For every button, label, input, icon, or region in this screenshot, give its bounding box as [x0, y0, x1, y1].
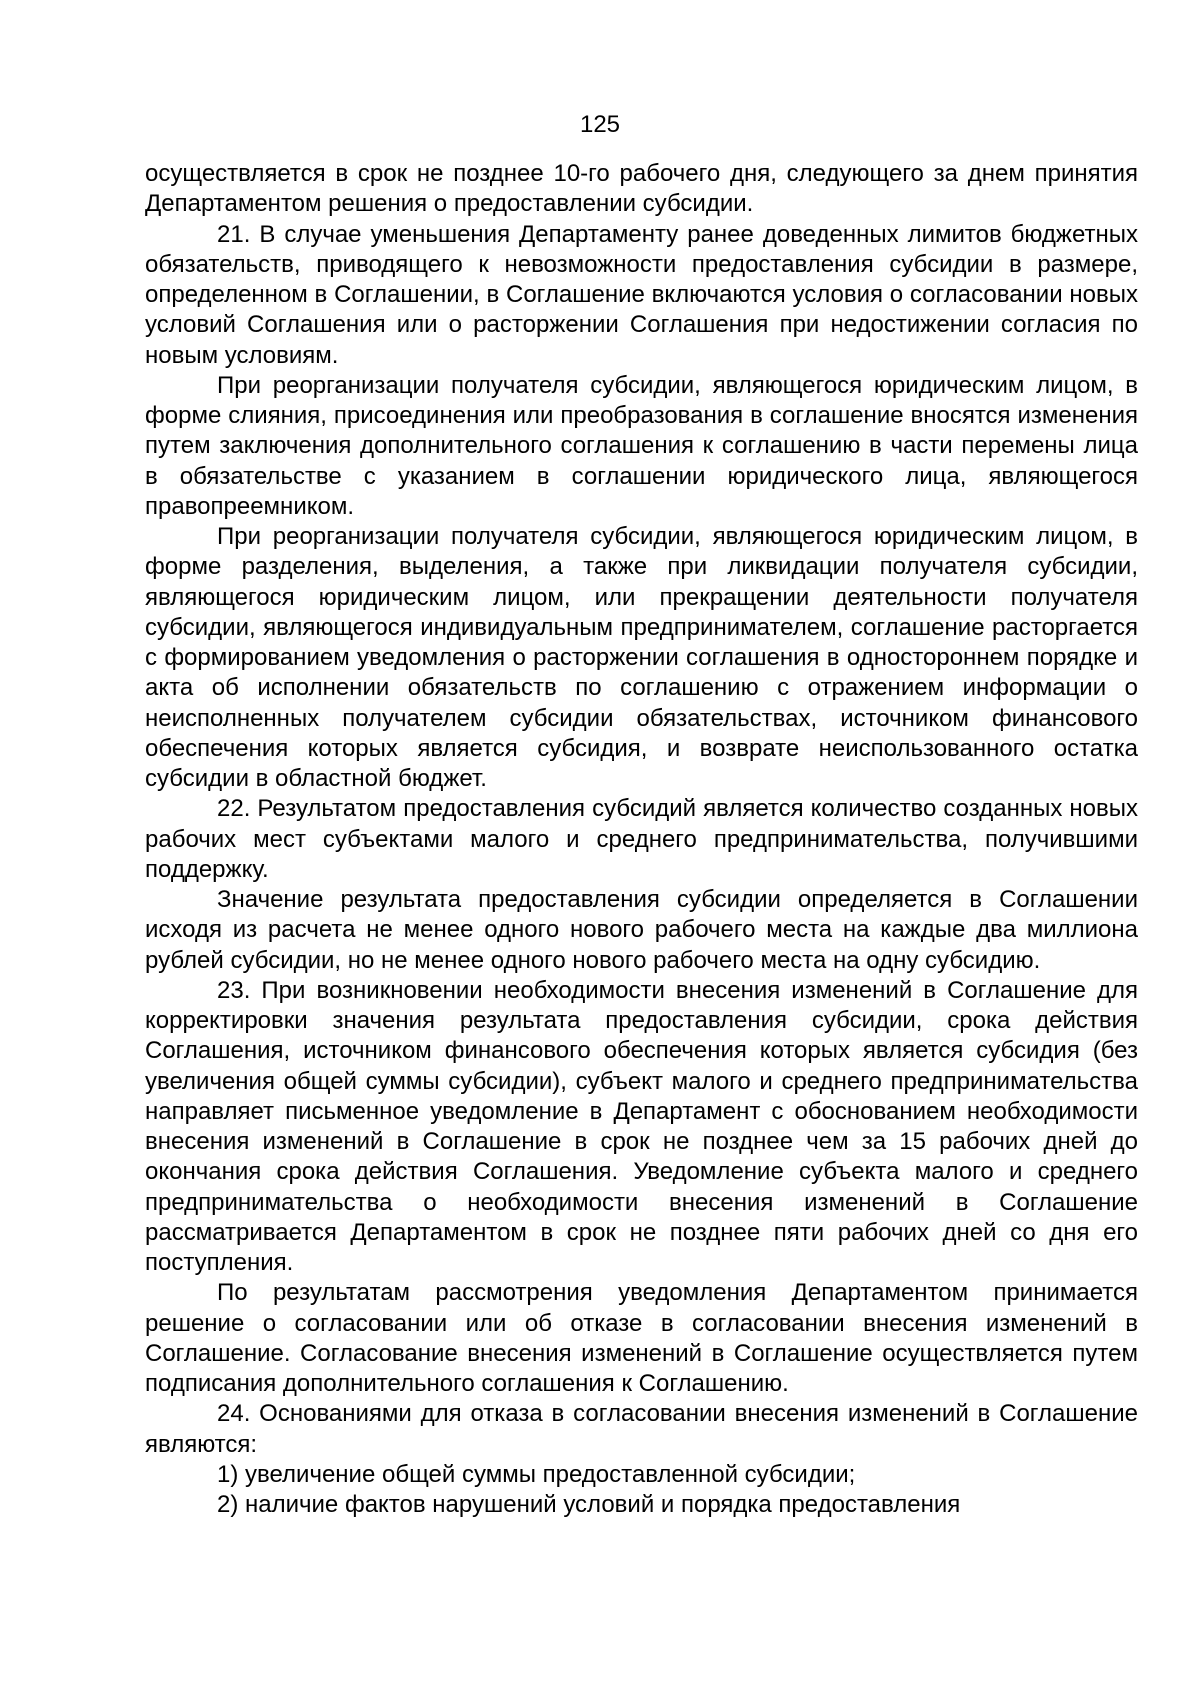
list-item-2: 2) наличие фактов нарушений условий и порядка предоставления — [217, 1491, 961, 1518]
paragraph-24: 24. Основаниями для отказа в согласовании внесения изменений в Соглашение являются: — [145, 1400, 1138, 1458]
paragraph-23: 23. При возникновении необходимости внесения изменений в Соглашение для корректировки значения результата предоставления субсидии, срока действия Соглашения, источником финансового обеспечения которых является субсидия (без увеличения общей суммы субсидии), субъект малого и среднего предпринимательства направляет письменное уведомление в Департамент с обоснованием необходимости внесения изменений в Соглашение в срок не позднее чем за 15 рабочих дней до окончания срока действия Соглашения. Уведомление субъекта малого и среднего предпринимательства о необходимости внесения изменений в Соглашение рассматривается Департаментом в срок не позднее пяти рабочих дней со дня его поступления. — [145, 976, 1138, 1276]
paragraph-result-value: Значение результата предоставления субсидии определяется в Соглашении исходя из расчета не менее одного нового рабочего места на каждые два миллиона рублей субсидии, но не менее одного нового рабочего места на одну субсидию. — [145, 886, 1138, 974]
paragraph-continuation: осуществляется в срок не позднее 10-го рабочего дня, следующего за днем принятия Департаментом решения о предоставлении субсидии. — [145, 160, 1138, 218]
paragraph-22: 22. Результатом предоставления субсидий является количество созданных новых рабочих мест субъектами малого и среднего предпринимательства, получившими поддержку. — [145, 795, 1138, 883]
list-item-1: 1) увеличение общей суммы предоставленной субсидии; — [217, 1460, 856, 1488]
document-body — [145, 159, 1138, 1520]
paragraph-review-results: По результатам рассмотрения уведомления Департаментом принимается решение о согласовании или об отказе в согласовании внесения изменений в Соглашение. Согласование внесения изменений в Соглашение осуществляется путем подписания дополнительного соглашения к Соглашению. — [145, 1279, 1138, 1397]
paragraph-reorganization-merger: При реорганизации получателя субсидии, являющегося юридическим лицом, в форме слияния, присоединения или преобразования в соглашение вносятся изменения путем заключения дополнительного соглашения к соглашению в части перемены лица в обязательстве с указанием в соглашении юридического лица, являющегося правопреемником. — [145, 371, 1138, 520]
page-number: 125 — [579, 111, 621, 138]
paragraph-reorganization-division: При реорганизации получателя субсидии, являющегося юридическим лицом, в форме разделения, выделения, а также при ликвидации получателя субсидии, являющегося юридическим лицом, или прекращении деятельности получателя субсидии, являющегося индивидуальным предпринимателем, соглашение расторгается с формированием уведомления о расторжении соглашения в одностороннем порядке и акта об исполнении обязательств по соглашению с отражением информации о неисполненных получателем субсидии обязательствах, источником финансового обеспечения которых является субсидия, и возврате неиспользованного остатка субсидии в областной бюджет. — [145, 523, 1138, 792]
paragraph-21: 21. В случае уменьшения Департаменту ранее доведенных лимитов бюджетных обязательств, приводящего к невозможности предоставления субсидии в размере, определенном в Соглашении, в Соглашение включаются условия о согласовании новых условий Соглашения или о расторжении Соглашения при недостижении согласия по новым условиям. — [145, 220, 1138, 369]
